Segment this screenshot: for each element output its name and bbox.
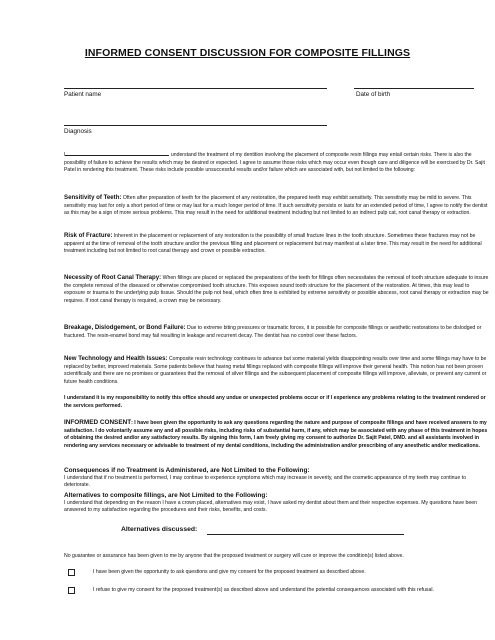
refuse-checkbox[interactable]	[68, 587, 75, 594]
dob-label: Date of birth	[356, 91, 391, 98]
section-heading: New Technology and Health Issues:	[64, 355, 168, 362]
consequences-text: I understand that if no treatment is performed, I may continue to experience symptoms which may increase in severity, and the cosmetic appearance of my teeth may continue to deteriorate.	[64, 474, 466, 488]
refuse-option-text: I refuse to give my consent for the proposed treatment(s) as described above and understand the potential consequences associated with this refusal.	[93, 587, 434, 593]
consent-option-text: I have been given the opportunity to ask questions and give my consent for the proposed treatment as described above.	[93, 569, 366, 575]
section-heading: Necessity of Root Canal Therapy:	[64, 274, 162, 281]
section-heading: Breakage, Dislodgement, or Bond Failure:	[64, 324, 186, 331]
section-text: Composite resin technology continues to advance but some material yields disappointing results over time and some fillings may have to be replaced by better, improved materials. Some patients believe that having metal fillings replaced with composite fillings will improve their general health. This notion has not been proven scientifically and there are no promises or guarantees that the removal of silver fillings and the subsequent placement of composite fillings will improve, alleviate, or prevent any current or future health conditions.	[64, 356, 487, 385]
section-sensitivity	[64, 194, 490, 218]
section-root-canal	[64, 274, 490, 305]
consequences-heading: Consequences if no Treatment is Administered, are Not Limited to the Following:	[64, 467, 310, 474]
informed-consent-paragraph	[64, 419, 490, 450]
alternatives-discussed-line[interactable]	[207, 534, 404, 535]
dob-line[interactable]	[354, 88, 474, 89]
patient-name-line[interactable]	[64, 88, 327, 89]
section-text: Often after preparation of teeth for the placement of any restoration, the prepared teeth may exhibit sensitivity. This sensitivity may be mild to severe. This sensitivity may last for only a short period of time or may last for a much longer period of time. If such sensitivity persists or lasts for an extended period of time, I agree to notify the dentist as this may be a sign of more serious problems. This may result in the need for additional treatment including but not limited to an indirect pulp cat, root canal therapy or extraction.	[64, 195, 488, 216]
section-new-technology	[64, 355, 490, 386]
diagnosis-label: Diagnosis	[64, 128, 92, 135]
section-fracture	[64, 232, 490, 256]
section-text: Due to extreme biting pressures or traumatic forces, it is possible for composite fillings or aesthetic restorations to be dislodged or fractured. The resin-enamel bond may fail resulting in leakage and recurrent decay. The dentist has no control over these factors.	[64, 325, 482, 339]
guarantee-statement: No guarantee or assurance has been given to me by anyone that the proposed treatment or surgery will cure or improve the condition(s) listed above.	[64, 553, 404, 559]
informed-consent-heading: INFORMED CONSENT	[64, 419, 132, 426]
section-heading: Sensitivity of Teeth:	[64, 194, 122, 201]
informed-consent-text: : I have been given the opportunity to ask any questions regarding the nature and purpose of composite fillings and have received answers to my satisfaction. I do voluntarily assume any and all possible risks, including risks of substantial harm, if any, which may be associated with any phase of this treatment in hopes of obtaining the desired and/or any satisfactory results. By signing this form, I am freely giving my consent to authorize Dr. Sajit Patel, DMD. and all assistants involved in rendering any services necessary or advisable to treatment of my dental conditions, including the administration and/or prescribing of any anesthetic and/or medications.	[64, 420, 488, 449]
intro-text: understand the treatment of my dentition involving the placement of composite resin fillings may entail certain risks. There is also the possibility of failure to achieve the results which may be desired or expected. I agree to assume those risks which may occur even though care and diligence will be exercised by Dr. Sajit Patel in rendering this treatment. These risks include possible unsuccessful results and/or failure which are associated with, but not limited to the following:	[64, 152, 485, 173]
responsibility-statement: I understand it is my responsibility to notify this office should any undue or unexpected problems occur or if I experience any problems relating to the treatment rendered or the services performed.	[64, 395, 486, 409]
alternatives-heading: Alternatives to composite fillings, are Not Limited to the Following:	[64, 492, 268, 499]
intro-paragraph	[64, 152, 490, 175]
alternatives-text: I understand that depending on the reason I have a crown placed, alternatives may exist, I have asked my dentist about them and their respective expenses. My questions have been answered to my satisfaction regarding the procedures and their risks, benefits, and costs.	[64, 499, 477, 513]
consequences-section	[64, 467, 490, 490]
intro-prefix: I	[64, 152, 66, 158]
section-heading: Risk of Fracture:	[64, 232, 113, 239]
consent-checkbox[interactable]	[68, 569, 75, 576]
alternatives-section	[64, 492, 490, 515]
document-title: INFORMED CONSENT DISCUSSION FOR COMPOSITE FILLINGS	[84, 47, 411, 59]
section-text: Inherent in the placement or replacement of any restoration is the possibility of small fracture lines in the tooth structure. Sometimes these fractures may not be apparent at the time of removal of the tooth structure and/or the previous filling and placement or replacement but may manifest at a later time. This may result in the need for additional treatment including but not limited to root canal therapy and crown or possible extraction.	[64, 233, 482, 254]
section-text: When fillings are placed or replaced the preparations of the teeth for fillings often necessitates the removal of tooth structure adequate to insure the complete removal of the diseased or otherwise compromised tooth structure. This exposes sound tooth structure for the placement of the restoration. At times, this may lead to exposure or trauma to the underlying pulp tissue. Should the pulp not heal, which often time is exhibited by extreme sensitivity or possible abscess, root canal therapy or extraction may be requires. If root canal therapy is required, a crown may be necessary.	[64, 275, 489, 304]
diagnosis-line[interactable]	[64, 125, 327, 126]
alternatives-discussed-label: Alternatives discussed:	[121, 526, 198, 533]
patient-name-label: Patient name	[64, 91, 102, 98]
section-breakage	[64, 324, 490, 340]
patient-name-blank[interactable]	[65, 155, 169, 156]
